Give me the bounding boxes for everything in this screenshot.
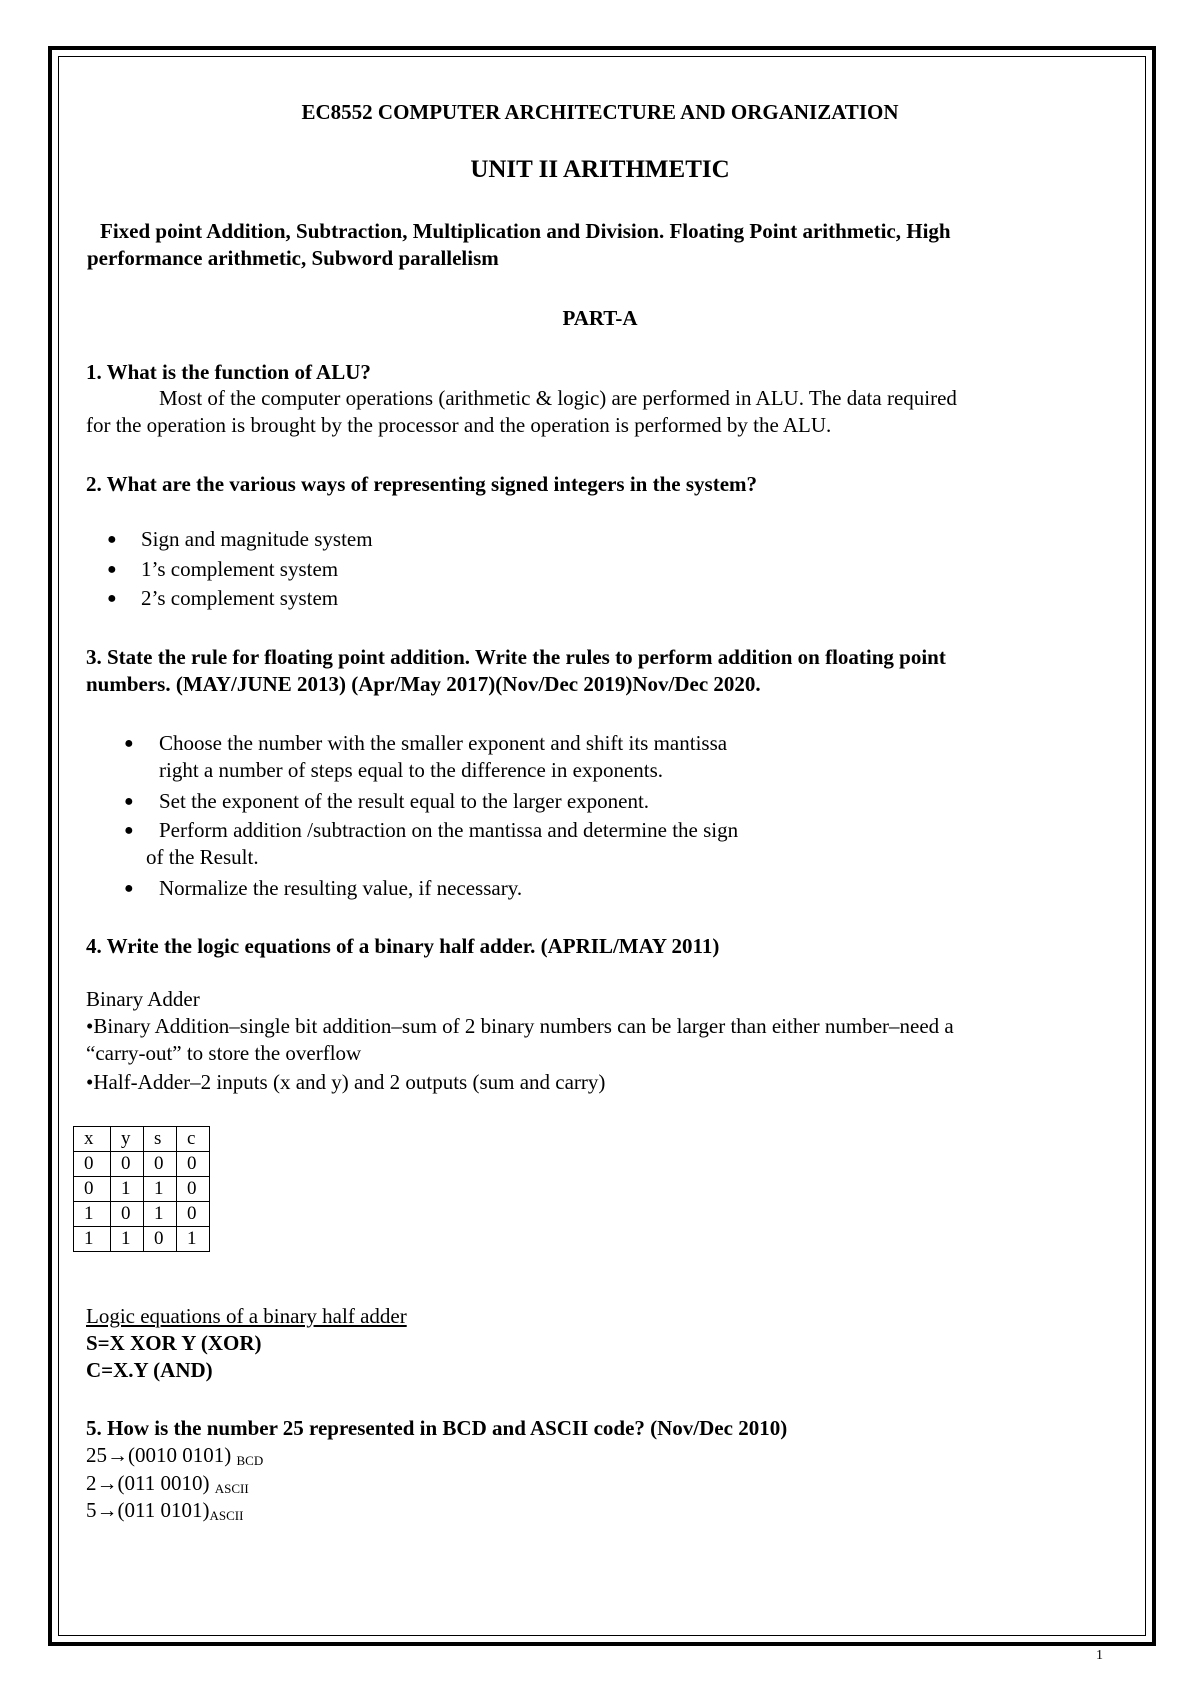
q1-answer-line-2: for the operation is brought by the processor and the operation is performed by the ALU. <box>86 413 832 437</box>
table-header-cell: y <box>111 1127 144 1152</box>
bullet-icon: ● <box>107 531 117 548</box>
bullet-icon: ● <box>124 735 134 752</box>
q4-heading: Binary Adder <box>86 987 200 1011</box>
q2-item-2: 1’s complement system <box>141 557 339 581</box>
q3-item-3-line-1: Perform addition /subtraction on the mantissa and determine the sign <box>159 818 739 842</box>
page-number: 1 <box>1096 1648 1103 1663</box>
equation-sum: S=X XOR Y (XOR) <box>86 1331 262 1355</box>
q3-item-4: Normalize the resulting value, if necessary. <box>159 876 523 900</box>
q3-question-line-1: 3. State the rule for floating point addition. Write the rules to perform addition on floating point <box>86 645 946 669</box>
q1-question: 1. What is the function of ALU? <box>86 360 371 384</box>
table-cell: 1 <box>74 1202 111 1227</box>
table-cell: 1 <box>74 1227 111 1252</box>
q3-question-line-2: numbers. (MAY/JUNE 2013) (Apr/May 2017)(Nov/Dec 2019)Nov/Dec 2020. <box>86 672 761 696</box>
table-row <box>74 1177 210 1202</box>
q5-ascii-line-2 <box>86 1471 249 1501</box>
part-heading: PART-A <box>562 306 638 330</box>
q4-line-1: •Binary Addition–single bit addition–sum of 2 binary numbers can be larger than either number–need a <box>86 1014 954 1038</box>
table-cell: 1 <box>177 1227 210 1252</box>
q5-ascii-2-value: 2→(011 0010) <box>86 1471 215 1495</box>
bullet-icon: ● <box>124 793 134 810</box>
table-cell: 0 <box>144 1227 177 1252</box>
unit-title: UNIT II ARITHMETIC <box>470 156 730 183</box>
q5-ascii-5-subscript: ASCII <box>209 1508 244 1523</box>
table-cell: 0 <box>177 1177 210 1202</box>
syllabus-line-2: performance arithmetic, Subword parallelism <box>87 246 499 270</box>
q3-item-3-line-2: of the Result. <box>146 845 259 869</box>
table-header-cell: x <box>74 1127 111 1152</box>
q5-bcd-line <box>86 1443 263 1473</box>
q2-question: 2. What are the various ways of representing signed integers in the system? <box>86 472 758 496</box>
q1-answer-line-1: Most of the computer operations (arithmetic & logic) are performed in ALU. The data required <box>159 386 957 410</box>
q4-question: 4. Write the logic equations of a binary half adder. (APRIL/MAY 2011) <box>86 934 720 958</box>
table-header-row <box>74 1127 210 1152</box>
q2-item-1: Sign and magnitude system <box>141 527 373 551</box>
q3-item-2: Set the exponent of the result equal to the larger exponent. <box>159 789 650 813</box>
table-cell: 1 <box>111 1227 144 1252</box>
q3-item-1-line-1: Choose the number with the smaller exponent and shift its mantissa <box>159 731 728 755</box>
bullet-icon: ● <box>124 880 134 897</box>
bullet-icon: ● <box>107 561 117 578</box>
table-cell: 0 <box>74 1177 111 1202</box>
table-cell: 1 <box>144 1177 177 1202</box>
table-cell: 0 <box>74 1152 111 1177</box>
table-header-cell: s <box>144 1127 177 1152</box>
bullet-icon: ● <box>107 590 117 607</box>
bullet-icon: ● <box>124 822 134 839</box>
equations-title: Logic equations of a binary half adder <box>86 1304 407 1328</box>
table-row <box>74 1227 210 1252</box>
table-cell: 0 <box>111 1152 144 1177</box>
q2-item-3: 2’s complement system <box>141 586 339 610</box>
table-cell: 0 <box>144 1152 177 1177</box>
q3-item-1-line-2: right a number of steps equal to the difference in exponents. <box>159 758 664 782</box>
q4-line-3: •Half-Adder–2 inputs (x and y) and 2 outputs (sum and carry) <box>86 1070 606 1094</box>
q4-line-2: “carry-out” to store the overflow <box>86 1041 362 1065</box>
table-cell: 0 <box>111 1202 144 1227</box>
table-cell: 0 <box>177 1202 210 1227</box>
table-cell: 0 <box>177 1152 210 1177</box>
q5-bcd-value: 25→(0010 0101) <box>86 1443 237 1467</box>
half-adder-truth-table <box>73 1126 210 1252</box>
table-cell: 1 <box>144 1202 177 1227</box>
equation-carry: C=X.Y (AND) <box>86 1358 213 1382</box>
course-title: EC8552 COMPUTER ARCHITECTURE AND ORGANIZATION <box>301 100 899 124</box>
table-row <box>74 1202 210 1227</box>
table-cell: 1 <box>111 1177 144 1202</box>
q5-bcd-subscript: BCD <box>236 1453 264 1468</box>
table-row <box>74 1152 210 1177</box>
syllabus-line-1: Fixed point Addition, Subtraction, Multiplication and Division. Floating Point arithmetic, High <box>100 219 951 243</box>
q5-ascii-5-value: 5→(011 0101) <box>86 1498 210 1522</box>
table-header-cell: c <box>177 1127 210 1152</box>
q5-ascii-2-subscript: ASCII <box>214 1481 249 1496</box>
q5-question: 5. How is the number 25 represented in BCD and ASCII code? (Nov/Dec 2010) <box>86 1416 788 1440</box>
q5-ascii-line-5 <box>86 1498 243 1528</box>
